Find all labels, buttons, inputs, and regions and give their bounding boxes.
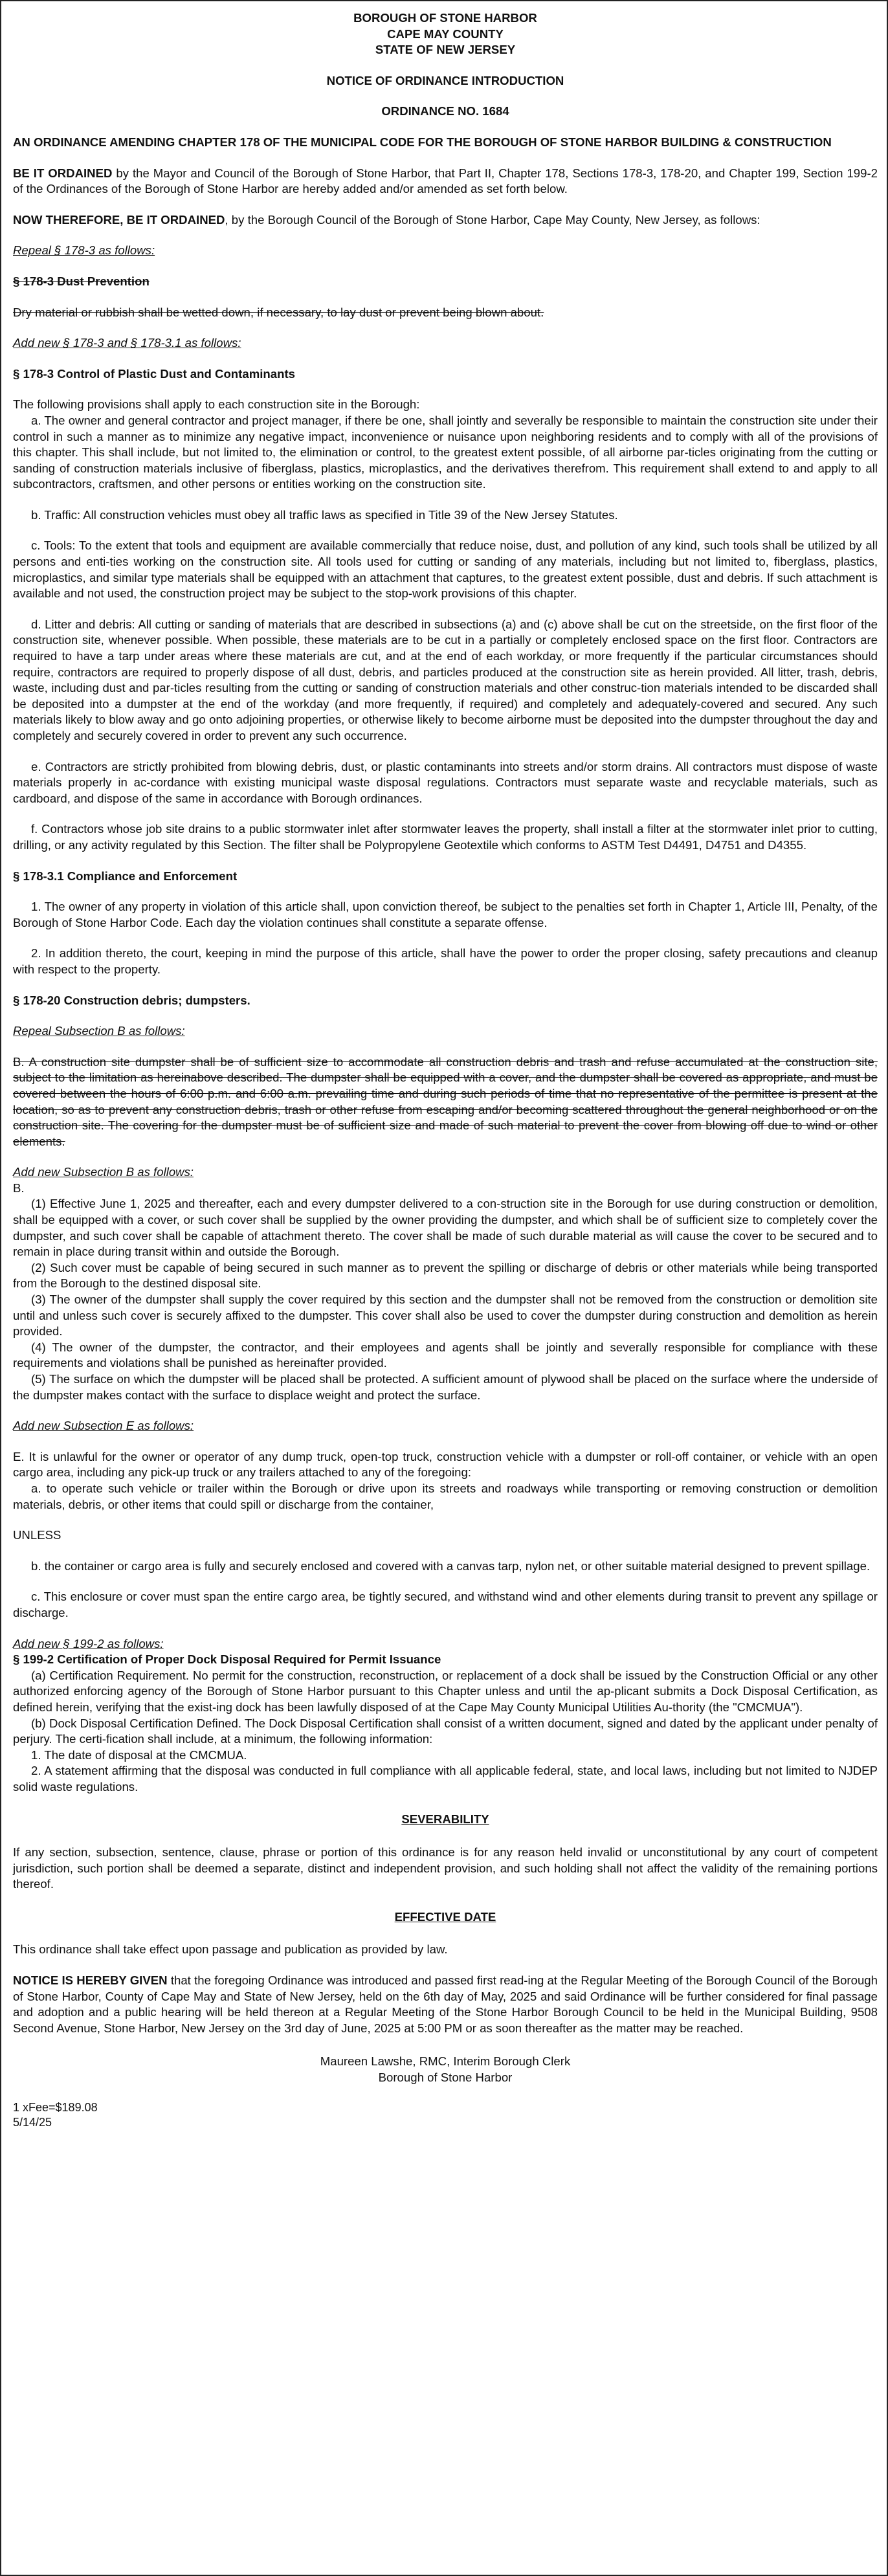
- add-199-2-label: Add new § 199-2 as follows:: [13, 1636, 164, 1650]
- heading-compliance-enforcement: § 178-3.1 Compliance and Enforcement: [13, 869, 238, 883]
- signature-block: [13, 2054, 878, 2085]
- notice-lead: NOTICE IS HEREBY GIVEN: [13, 1973, 168, 1988]
- subsection-d-litter-debris: d. Litter and debris: All cutting or sanding of materials that are described in subsections (a) and (c) above shall be cut on the streetside, on the first floor of the construction site, whenever possible. When possible, these materials are to be cut in a partially or completely enclosed space on the first floor. Contractors are required to have a tarp under areas where these materials are cut, and at the end of each workday, or more frequently if the particular circumstances should require, contractors are required to properly dispose of all dust, debris, and particles produced at the construction site as herein provided. All litter, trash, debris, waste, including dust and par-ticles resulting from the cutting or sanding of construction materials and other construc-tion materials intended to be discarded shall be deposited into a dumpster at the end of the workday (and more frequently, if required) and completely and adequately-covered and secured. Any such materials likely to blow away and go onto adjoining properties, or otherwise likely to become airborne must be deposited into the dumpster throughout the day and completely and securely covered in order to prevent any such occurrence.: [13, 617, 878, 742]
- borough-name: BOROUGH OF STONE HARBOR: [353, 11, 537, 25]
- repealed-heading-dust-prevention: § 178-3 Dust Prevention: [13, 274, 150, 288]
- publication-footer: [13, 2100, 878, 2130]
- heading-severability: SEVERABILITY: [401, 1812, 489, 1827]
- publication-fee: 1 xFee=$189.08: [13, 2100, 98, 2114]
- county-name: CAPE MAY COUNTY: [387, 27, 504, 41]
- dumpster-item-5: (5) The surface on which the dumpster will be placed shall be protected. A sufficient amount of plywood shall be placed on the surface where the underside of the dumpster makes contact with the surface to displace weight and protect the surface.: [13, 1372, 878, 1402]
- subsection-b-marker: B.: [13, 1181, 25, 1195]
- ordinance-title: AN ORDINANCE AMENDING CHAPTER 178 OF THE MUNICIPAL CODE FOR THE BOROUGH OF STONE HARBOR BUILDING & CONSTRUCTION: [13, 135, 832, 149]
- dock-item-b-2: 2. A statement affirming that the disposal was conducted in full compliance with all applicable federal, state, and local laws, including but not limited to NJDEP solid waste regulations.: [13, 1764, 878, 1793]
- now-therefore-text: , by the Borough Council of the Borough of Stone Harbor, Cape May County, New Jersey, as follows:: [225, 212, 760, 227]
- add-subsection-b-label: Add new Subsection B as follows:: [13, 1165, 194, 1179]
- clerk-name: Maureen Lawshe, RMC, Interim Borough Clerk: [320, 2054, 571, 2069]
- compliance-item-1: 1. The owner of any property in violation of this article shall, upon conviction thereof, be subject to the penalties set forth in Chapter 1, Article III, Penalty, of the Borough of Stone Harbor Code. Each day the violation continues shall constitute a separate offense.: [13, 900, 878, 929]
- dock-item-b-definition: (b) Dock Disposal Certification Defined. The Dock Disposal Certification shall consist of a written document, signed and dated by the applicant under penalty of perjury. The certi-fication shall include, at a minimum, the following information:: [13, 1716, 878, 1746]
- subsection-c-tools: c. Tools: To the extent that tools and equipment are available commercially that reduce noise, dust, and pollution of any kind, such tools shall be utilized by all persons and enti-ties working on the construction site. All tools used for cutting or sanding of any materials, including but not limited to, fiberglass, plastics, microplastics, and similar type materials shall be equipped with an attachment that captures, to the greatest extent possible, dust and debris. If such attachment is available and not used, the construction project may be subject to the stop-work provisions of this chapter.: [13, 539, 878, 601]
- subsection-e-item-c: c. This enclosure or cover must span the entire cargo area, be tightly secured, and withstand wind and other elements during transit to prevent any spillage or discharge.: [13, 1590, 878, 1619]
- dumpster-item-1: (1) Effective June 1, 2025 and thereafter, each and every dumpster delivered to a con-struction site in the Borough for use during construction or demolition, shall be equipped with a cover, or such cover shall be supplied by the owner providing the dumpster, and which shall be of sufficient size to completely cover the dumpster, and such cover shall be capable of attachment thereto. The cover shall be made of such durable material as will cause the cover to be secured and to remain in place during transit within and outside the Borough.: [13, 1197, 878, 1259]
- repealed-subsection-b-text: B. A construction site dumpster shall be of sufficient size to accommodate all construction debris and trash and refuse accumulated at the construction site, subject to the limitation as hereinabove described. The dumpster shall be equipped with a cover, and the dumpster shall be covered as appropriate, and must be covered between the hours of 6:00 p.m. and 6:00 a.m. prevailing time and during such periods of time that no representative of the permittee is present at the location, so as to prevent any construction debris, trash or other refuse from escaping and/or becoming scattered throughout the general neighborhood or on the construction site. The covering for the dumpster must be of sufficient size and made of such material to prevent the cover from blowing off due to wind or other elements.: [13, 1054, 878, 1148]
- compliance-item-2: 2. In addition thereto, the court, keeping in mind the purpose of this article, shall have the power to order the proper closing, safety precautions and cleanup with respect to the property.: [13, 946, 878, 976]
- clerk-organization: Borough of Stone Harbor: [378, 2071, 513, 2084]
- dock-item-a-certification: (a) Certification Requirement. No permit for the construction, reconstruction, or replacement of a dock shall be issued by the Construction Official or any other authorized enforcing agency of the Borough of Stone Harbor pursuant to this Chapter unless and until the ap-plicant submits a Dock Disposal Certification, as defined herein, verifying that the exist-ing dock has been lawfully disposed of at the Cape May County Municipal Utilities Au-thority (the "CMCMUA").: [13, 1668, 878, 1714]
- dumpster-item-4: (4) The owner of the dumpster, the contractor, and their employees and agents shall be jointly and severally responsible for compliance with these requirements and violations shall be punished as hereinafter provided.: [13, 1340, 878, 1370]
- dumpster-item-2: (2) Such cover must be capable of being secured in such manner as to prevent the spilling or discharge of debris or other materials while being transported from the Borough to the destined disposal site.: [13, 1260, 878, 1291]
- public-hearing-notice: [13, 1973, 878, 2036]
- plastic-dust-lead: The following provisions shall apply to each construction site in the Borough:: [13, 397, 420, 412]
- be-it-ordained-lead: BE IT ORDAINED: [13, 166, 113, 180]
- subsection-e-blowing-debris: e. Contractors are strictly prohibited from blowing debris, dust, or plastic contaminants into streets and/or storm drains. All contractors must dispose of waste materials properly in ac-cordance with existing municipal waste disposal regulations. Contractors must separate waste and recyclable materials, such as cardboard, and dispose of the same in accordance with Borough ordinances.: [13, 759, 878, 805]
- repeal-178-3-label: Repeal § 178-3 as follows:: [13, 243, 155, 258]
- subsection-e-item-a: a. to operate such vehicle or trailer within the Borough or drive upon its streets and roadways while transporting or removing construction or demolition materials, debris, or other items that could spill or discharge from the container,: [13, 1481, 878, 1511]
- add-178-3-label: Add new § 178-3 and § 178-3.1 as follows:: [13, 336, 241, 350]
- heading-construction-debris: § 178-20 Construction debris; dumpsters.: [13, 993, 250, 1007]
- now-therefore-lead: NOW THEREFORE, BE IT ORDAINED: [13, 212, 225, 227]
- heading-effective-date: EFFECTIVE DATE: [394, 1909, 496, 1924]
- be-it-ordained-paragraph: [13, 166, 878, 197]
- notice-title: NOTICE OF ORDINANCE INTRODUCTION: [326, 73, 564, 87]
- ordinance-number: ORDINANCE NO. 1684: [381, 104, 509, 118]
- heading-plastic-dust-control: § 178-3 Control of Plastic Dust and Contaminants: [13, 366, 295, 381]
- document-header: [13, 10, 878, 58]
- now-therefore-paragraph: [13, 212, 878, 228]
- subsection-e-item-b: b. the container or cargo area is fully and securely enclosed and covered with a canvas tarp, nylon net, or other suitable material designed to prevent spillage.: [31, 1559, 871, 1573]
- dumpster-item-3: (3) The owner of the dumpster shall supply the cover required by this section and the dumpster shall not be removed from the construction or demolition site until and unless such cover is securely affixed to the dumpster. This cover shall also be used to cover the dumpster during construction and demolition as herein provided.: [13, 1293, 878, 1338]
- publication-date: 5/14/25: [13, 2115, 52, 2129]
- subsection-b-traffic: b. Traffic: All construction vehicles must obey all traffic laws as specified in Title 39 of the New Jersey Statutes.: [31, 507, 618, 522]
- state-name: STATE OF NEW JERSEY: [375, 43, 516, 57]
- effective-date-text: This ordinance shall take effect upon passage and publication as provided by law.: [13, 1942, 448, 1957]
- subsection-e-text: E. It is unlawful for the owner or operator of any dump truck, open-top truck, construction vehicle with a dumpster or roll-off container, or vehicle with an open cargo area, including any pick-up truck or any trailers attached to any of the foregoing:: [13, 1449, 878, 1480]
- notice-text: that the foregoing Ordinance was introduced and passed first read-ing at the Regular Meeting of the Borough Council of the Borough of Stone Harbor, County of Cape May and State of New Jersey, held on the 6th day of May, 2025 and said Ordinance will be further considered for final passage and adoption and a public hearing will be held thereon at a Regular Meeting of the Stone Harbor Borough Council to be held in the Municipal Building, 9508 Second Avenue, Stone Harbor, New Jersey on the 3rd day of June, 2025 at 5:00 PM or as soon thereafter as the matter may be reached.: [13, 1973, 878, 2035]
- unless-text: UNLESS: [13, 1528, 61, 1542]
- heading-dock-disposal: § 199-2 Certification of Proper Dock Disposal Required for Permit Issuance: [13, 1652, 441, 1667]
- repeal-subsection-b-label: Repeal Subsection B as follows:: [13, 1024, 185, 1038]
- add-subsection-e-label: Add new Subsection E as follows:: [13, 1419, 194, 1433]
- severability-text: If any section, subsection, sentence, clause, phrase or portion of this ordinance is for any reason held invalid or unconstitutional by any court of competent jurisdiction, such portion shall be deemed a separate, distinct and independent provision, and such holding shall not affect the validity of the remaining portions thereof.: [13, 1845, 878, 1891]
- dock-item-b-1: 1. The date of disposal at the CMCMUA.: [31, 1748, 247, 1762]
- repealed-text-dust-prevention: Dry material or rubbish shall be wetted down, if necessary, to lay dust or prevent being blown about.: [13, 305, 544, 319]
- be-it-ordained-text: by the Mayor and Council of the Borough of Stone Harbor, that Part II, Chapter 178, Sections 178-3, 178-20, and Chapter 199, Section 199-2 of the Ordinances of the Borough of Stone Harbor are hereby added and/or amended as set forth below.: [13, 166, 878, 196]
- subsection-f-stormwater-filter: f. Contractors whose job site drains to a public stormwater inlet after stormwater leaves the property, shall install a filter at the stormwater inlet prior to cutting, drilling, or any activity regulated by this Section. The filter shall be Polypropylene Geotextile which conforms to ASTM Test D4491, D4751 and D4355.: [13, 822, 878, 852]
- subsection-a-owner-responsibility: a. The owner and general contractor and project manager, if there be one, shall jointly and severally be responsible to maintain the construction site under their control in such a manner as to minimize any negative impact, inconvenience or nuisance upon neighboring residents and to comply with all of the provisions of this chapter. This shall include, but not limited to, the elimination or control, to the greatest extent possible, of all airborne par-ticles originating from the cutting or sanding of construction materials inclusive of fiberglass, plastics, microplastics, and the derivatives therefrom. This requirement shall extend to and apply to all subcontractors, craftsmen, and other persons or entities working on the construction site.: [13, 413, 878, 491]
